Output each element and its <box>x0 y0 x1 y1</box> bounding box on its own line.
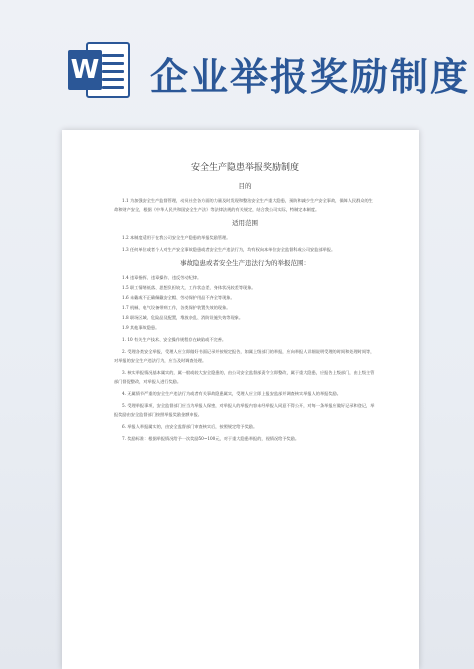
paragraph: 1.1 为加强安全生产监督管理，动员社会各方面的力量及时发现和整治安全生产重大隐患，预防和减少生产安全事故，保障人民群众的生命和财产安全，根据《中华人民共和国安全生产法》等法律法规的有关规定，结合我公司实际，特制定本制度。 <box>114 198 373 212</box>
numbered-paragraph: 5. 受理举报事项，安全监督部门应当为举报人保密，对举报人的举报内容未经举报人同意不得公开，对每一条举报应做好记录和登记，举报奖励由安全监督部门按照举报奖励金额申报。 <box>114 403 375 417</box>
document-page <box>62 130 419 669</box>
section-heading-scope: 适用范围 <box>232 219 258 227</box>
paragraph: 1.3 任何单位或者个人对生产安全事故隐患或者安全生产违法行为，均有权向本单位安全监督科或公司安监部举报。 <box>122 247 336 252</box>
list-item: 1.5 职工情绪低落、思想负担较大，工作状态差、身体状况较差等现象。 <box>122 285 256 290</box>
list-item: 1.6 未戴或不正确佩戴安全帽、劳动保护用品不齐全等现象。 <box>122 295 235 300</box>
banner <box>0 0 474 110</box>
list-item: 1.8 职场区域、危险品及配置，堆放杂乱、消防设施失效等现象。 <box>122 315 244 320</box>
banner-title: 企业举报奖励制度 <box>150 55 471 99</box>
paragraph: 1.2 本制度适用于在我公司安全生产隐患的举报奖励管理。 <box>122 235 231 240</box>
word-document-icon <box>68 40 132 102</box>
list-item: 1.7 机械、电气设备带病工作，各类保护装置失效的现象。 <box>122 305 231 310</box>
numbered-paragraph: 6. 举报人举报属实的，由安全监督部门审查核实后，按照规定给予奖励。 <box>122 424 258 429</box>
numbered-paragraph: 1. 10 有关生产技术、安全操作规程存在缺陷或不完善。 <box>122 337 227 342</box>
section-heading-purpose: 目的 <box>238 182 252 190</box>
document-title: 安全生产隐患举报奖励制度 <box>190 163 299 173</box>
numbered-paragraph: 7. 奖励标准：根据举报情况给予一次奖励50~100元，对于重大隐患举报的，视情况给予奖励。 <box>122 436 300 441</box>
list-item: 1.9 其他事故隐患。 <box>122 325 160 330</box>
list-item: 1.4 违章指挥、违章操作、违反劳动纪律。 <box>122 275 202 280</box>
numbered-paragraph: 3. 核实举报情况基本属实的，属一般或较大安全隐患的，由公司安全监督部责令立即整改，属于重大隐患，应报告上级部门，由上级主管部门督促整改，对举报人进行奖励。 <box>114 370 375 384</box>
word-badge: W <box>68 50 102 90</box>
numbered-paragraph: 4. 无属情节严重的安全生产违法行为或者有关事故隐患属实，受理人应立即上报安监部并调查核实举报人的举报奖励。 <box>122 391 341 396</box>
section-heading-report-scope: 事故隐患或者安全生产违法行为的举报范围： <box>180 259 310 267</box>
numbered-paragraph: 2. 受理各类安全举报，受理人应立即做好书面记录并按规定报告，如属上级部门的举报，应向举报人详细说明受理的时间和处理时间等，对举报的安全生产违法行为，应当及时调查处理。 <box>114 349 375 363</box>
